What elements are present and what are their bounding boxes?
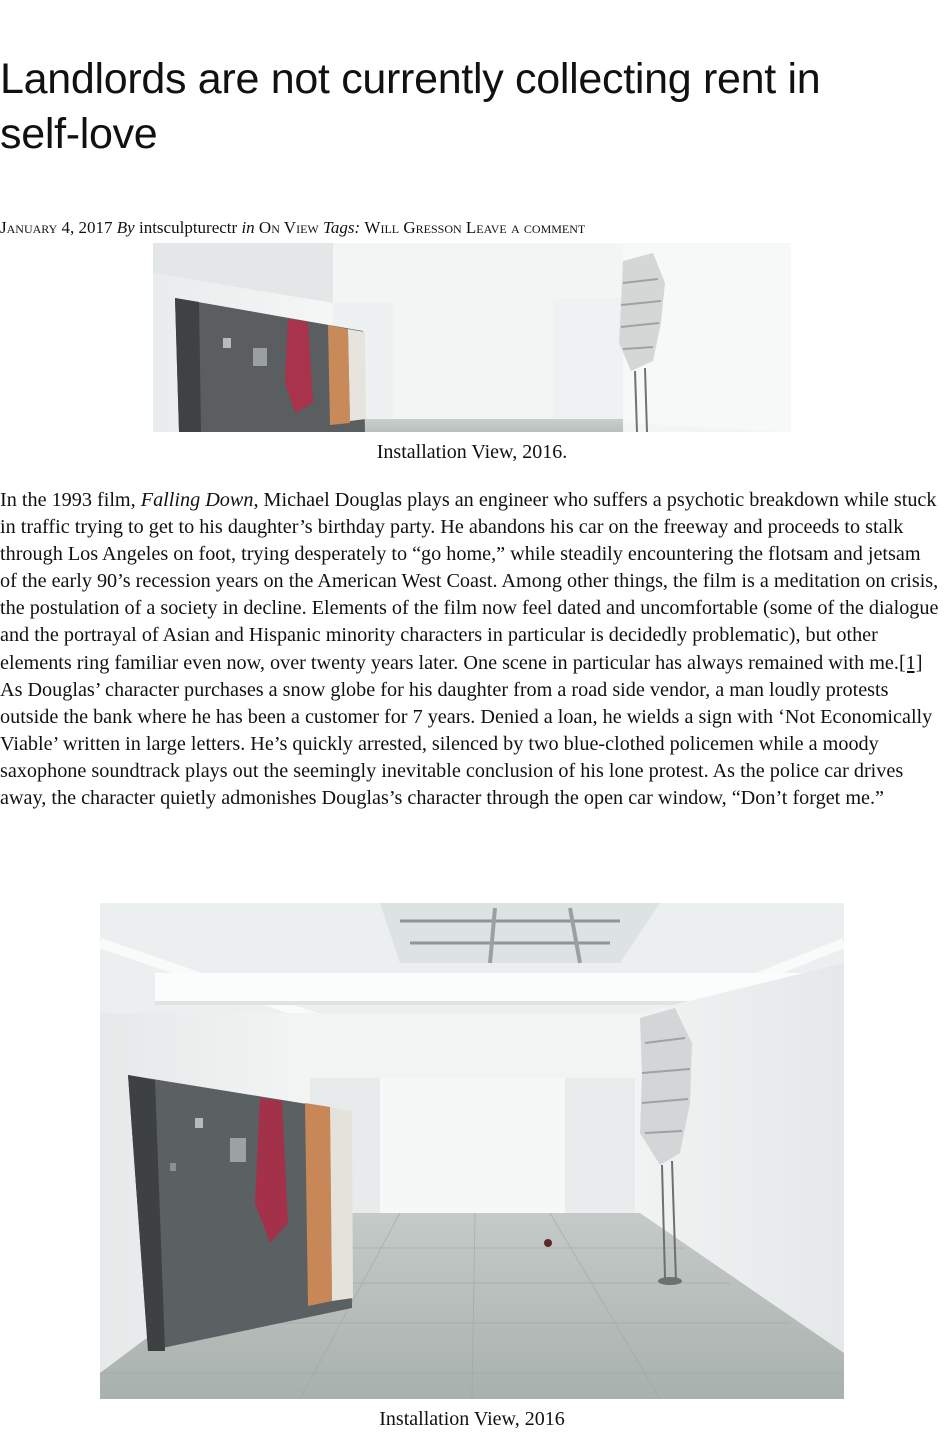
post-meta xyxy=(0,216,585,240)
category-link[interactable]: On View xyxy=(258,218,319,237)
author-link[interactable]: intsculpturectr xyxy=(138,218,238,237)
installation-image-wide xyxy=(153,243,791,432)
installation-image-full xyxy=(100,903,844,1399)
post-date-link[interactable]: January 4, 2017 xyxy=(0,218,113,237)
tag-link[interactable]: Will Gresson xyxy=(364,218,462,237)
post-title: Landlords are not currently collecting rent in self-love xyxy=(0,55,821,158)
footnote-link[interactable]: [1] xyxy=(898,651,923,674)
in-label: in xyxy=(241,218,255,237)
leave-comment-link[interactable]: Leave a comment xyxy=(465,218,586,237)
figure-caption: Installation View, 2016 xyxy=(379,1408,565,1430)
by-label: By xyxy=(116,218,135,237)
tags-label: Tags: xyxy=(323,218,361,237)
film-title: Falling Down xyxy=(140,489,254,511)
body-paragraph: In the 1993 film, Falling Down, Michael Douglas plays an engineer who suffers a psychotic breakdown while stuck in traffic trying to get to his daughter’s birthday party. He abandons his car on the freeway and proceeds to stalk through Los Angeles on foot, trying desperately to “go home,” while steadily encountering the flotsam and jetsam of the early 90’s recession years on the American West Coast. Among other things, the film is a meditation on crisis, the postulation of a society in decline. Elements of the film now feel dated and uncomfortable (some of the dialogue and the portrayal of Asian and Hispanic minority characters in particular is decidedly problematic), but other elements ring familiar even now, over twenty years later. One scene in particular has always remained with me.[1] As Douglas’ character purchases a snow globe for his daughter from a road side vendor, a man loudly protests outside the bank where he has been a customer for 7 years. Denied a loan, he wields a sign with ‘Not Economically Viable’ written in large letters. He’s quickly arrested, silenced by two blue-clothed policemen while a moody saxophone soundtrack plays out the seemingly inevitable conclusion of his lone protest. As the police car drives away, the character quietly admonishes Douglas’s character through the open car window, “Don’t forget me.” xyxy=(0,489,939,810)
figure-caption: Installation View, 2016. xyxy=(376,441,568,463)
